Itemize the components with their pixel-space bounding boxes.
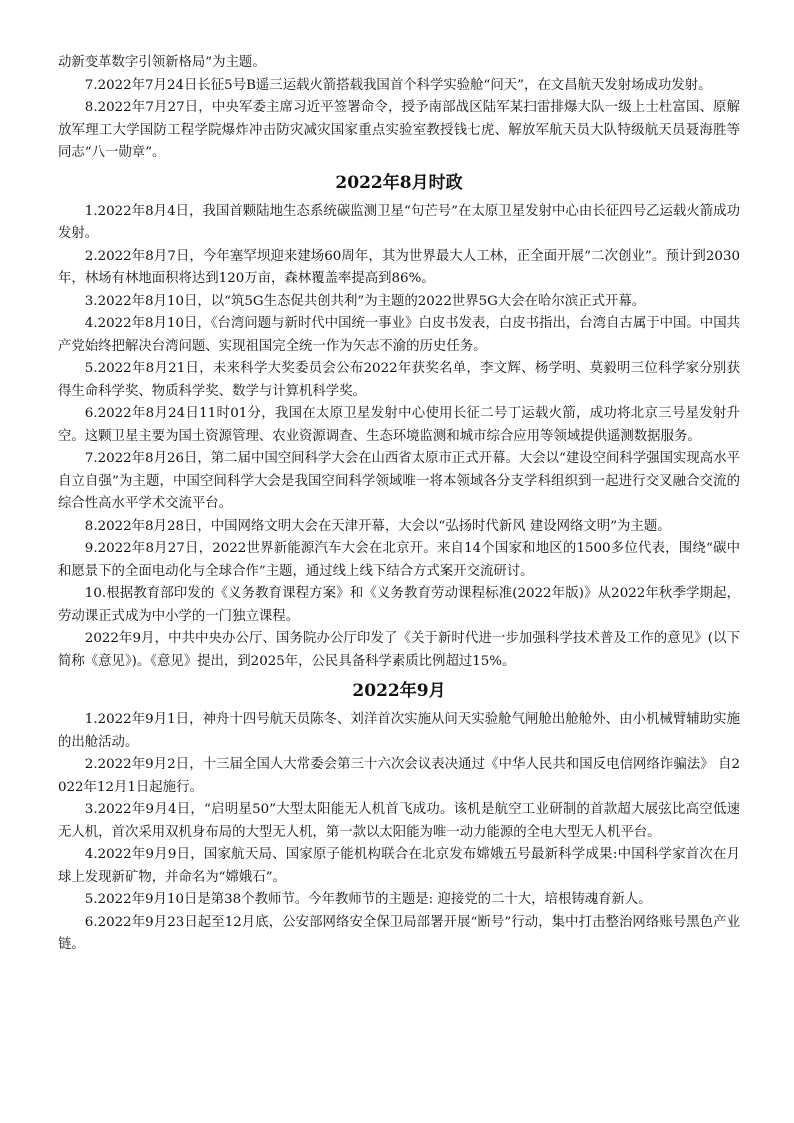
august-item-3: 3.2022年8月10日，以“筑5G生态促共创共利”为主题的2022世界5G大会在哈尔滨正式开幕。: [84, 293, 646, 309]
intro-line-continuation: 动新变革数字引领新格局”为主题。: [58, 55, 266, 70]
september-item-5: 5.2022年9月10日是第38个教师节。今年教师节的主题是: 迎接党的二十大，培根铸魂育新人。: [84, 892, 652, 907]
august-item-5: 5.2022年8月21日，未来科学大奖委员会公布2022年获奖名单，李文辉、杨学明、莫毅明三位科学家分别获得生命科学奖、物质科学奖、数学与计算机科学奖。: [58, 361, 740, 399]
september-item-3: 3.2022年9月4日，“启明星50”大型太阳能无人机首飞成功。该机是航空工业研制的首款超大展弦比高空低速无人机，首次采用双机身布局的大型无人机，第一款以太阳能为唯一动力能源的全电大型无人机平台。: [58, 802, 740, 840]
document-page: [58, 52, 740, 1123]
august-item-8: 8.2022年8月28日，中国网络文明大会在天津开幕，大会以“弘扬时代新风 建设网络文明”为主题。: [84, 518, 671, 534]
august-item-2: 2.2022年8月7日，今年塞罕坝迎来建场60周年，其为世界最大人工林，正全面开展“二次创业”。预计到2030年，林场有林地面积将达到120万亩，森林覆盖率提高到86%。: [58, 248, 740, 286]
september-item-1: 1.2022年9月1日，神舟十四号航天员陈冬、刘洋首次实施从问天实验舱气闸舱出舱舱外、由小机械臂辅助实施的出舱活动。: [58, 712, 740, 750]
august-item-6: 6.2022年8月24日11时01分，我国在太原卫星发射中心使用长征二号丁运载火箭，成功将北京三号星发射升空。这颗卫星主要为国土资源管理、农业资源调查、生态环境监测和城市综合应用等领域提供遥测数据服务。: [58, 406, 740, 444]
september-item-4: 4.2022年9月9日，国家航天局、国家原子能机构联合在北京发布嫦娥五号最新科学成果:中国科学家首次在月球上发现新矿物，并命名为“嫦娥石”。: [58, 847, 740, 885]
section-title-august: 2022年8月时政: [335, 172, 463, 193]
august-item-7: 7.2022年8月26日，第二届中国空间科学大会在山西省太原市正式开幕。大会以“建设空间科学强国实现高水平自立自强”为主题，中国空间科学大会是我国空间科学领域唯一将本领域各分支学科组织到一起进行交叉融合交流的综合性高水平学术交流平台。: [58, 451, 740, 511]
section-title-september: 2022年9月: [352, 681, 446, 701]
august-item-4: 4.2022年8月10日，《台湾问题与新时代中国统一事业》白皮书发表，白皮书指出，台湾自古属于中国。中国共产党始终把解决台湾问题、实现祖国完全统一作为矢志不渝的历史任务。: [58, 316, 740, 354]
august-item-1: 1.2022年8月4日，我国首颗陆地生态系统碳监测卫星“句芒号”在太原卫星发射中心由长征四号乙运载火箭成功发射。: [58, 203, 740, 241]
august-item-extra: 2022年9月，中共中央办公厅、国务院办公厅印发了《关于新时代进一步加强科学技术普及工作的意见》(以下简称《意见》)。《意见》提出，到2025年，公民具备科学素质比例超过15%。: [58, 631, 740, 669]
september-item-2: 2.2022年9月2日，十三届全国人大常委会第三十六次会议表决通过《中华人民共和国反电信网络诈骗法》 自2022年12月1日起施行。: [58, 757, 740, 795]
intro-item-7: 7.2022年7月24日长征5号B遥三运载火箭搭载我国首个科学实验舱“问天”，在文昌航天发射场成功发射。: [84, 77, 712, 93]
september-item-6: 6.2022年9月23日起至12月底，公安部网络安全保卫局部署开展“断号”行动，集中打击整治网络账号黑色产业链。: [58, 914, 740, 952]
august-item-9: 9.2022年8月27日，2022世界新能源汽车大会在北京开。来自14个国家和地区的1500多位代表，围绕“碳中和愿景下的全面电动化与全球合作”主题，通过线上线下结合方式案开交流研讨。: [58, 541, 740, 579]
intro-item-8: 8.2022年7月27日，中央军委主席习近平签署命令，授予南部战区陆军某扫雷排爆大队一级上士杜富国、原解放军理工大学国防工程学院爆炸冲击防灾减灾国家重点实验室教授钱七虎、解放军航天员大队特级航天员聂海胜等同志“八一勋章”。: [58, 100, 740, 160]
august-item-10: 10.根据教育部印发的《义务教育课程方案》和《义务教育劳动课程标准(2022年版)》从2022年秋季学期起，劳动课正式成为中小学的一门独立课程。: [58, 586, 740, 624]
